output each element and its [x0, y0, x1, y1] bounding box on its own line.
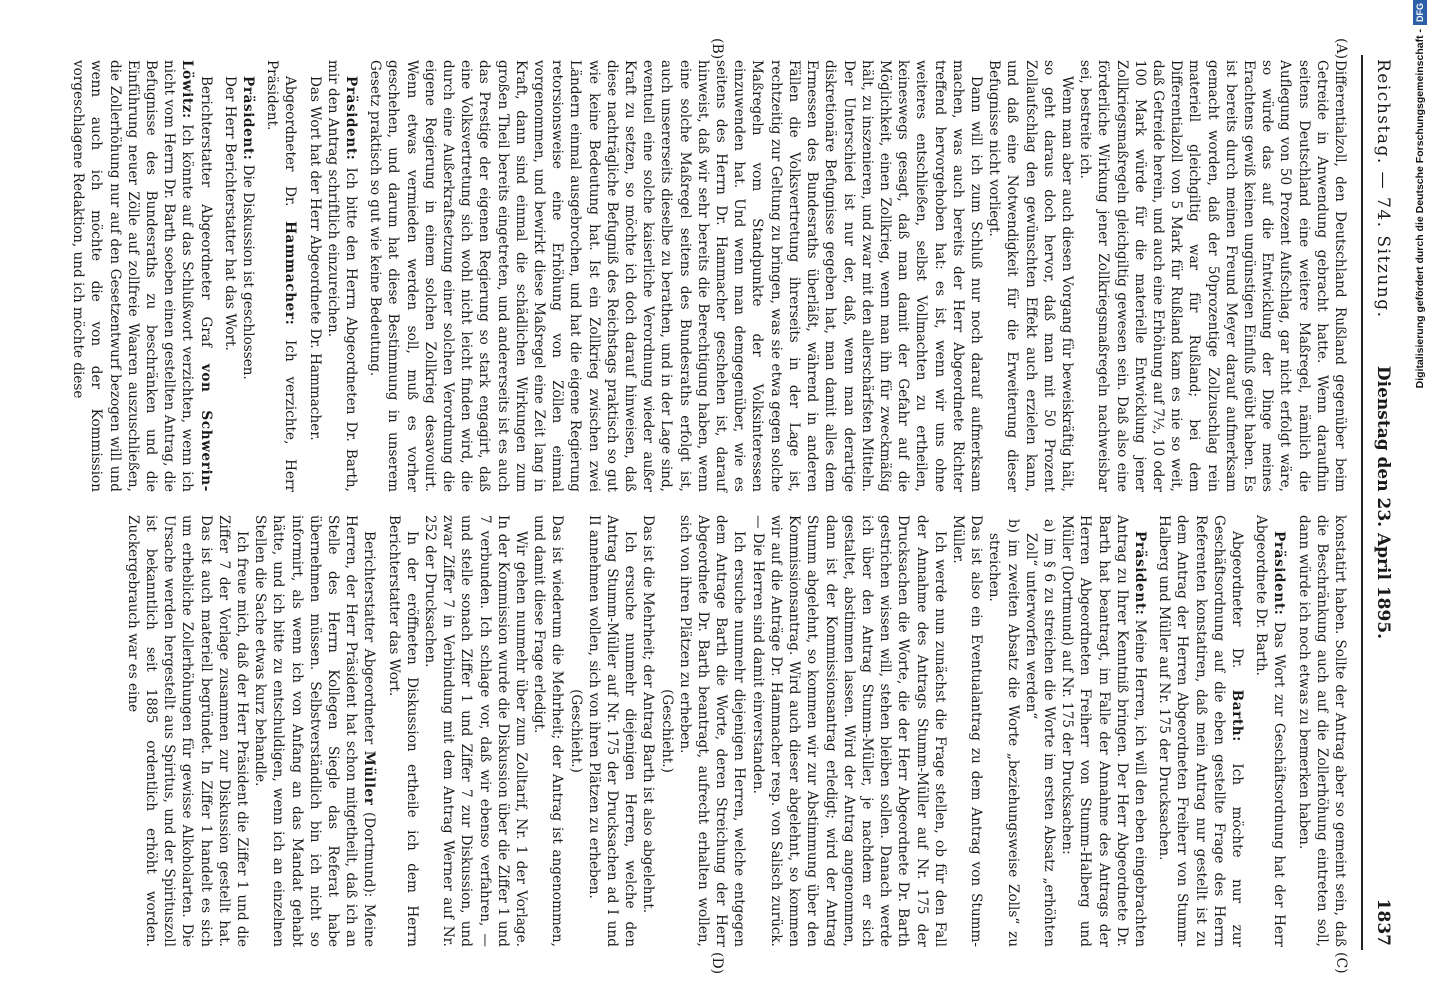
- left-text-column: [69, 60, 1349, 492]
- paragraph: Das ist also ein Eventualantrag zu dem Antrag von Stumm-Müller.: [949, 515, 985, 947]
- credit-text: Digitalisierung gefördert durch die Deutsche Forschungsgemeinschaft -: [1414, 29, 1426, 389]
- digitization-credit: [1408, 0, 1432, 1000]
- speaker-title: Abgeordneter Dr.: [282, 76, 299, 222]
- paragraph: Differentialzoll, den Deutschland Rußland gegenüber beim Getreide in Anwendung gebracht hatte. Wenn daraufhin seitens Deutschland eine weitere Maßregel, nämlich die Auflegung von 50 Prozent Aufschlag, gar nicht erfolgt wäre, so würde das auf die Entwicklung der Dinge meines Erachtens gewiß keinen ungünstigen Einfluß geübt haben. Es ist bereits durch meinen Freund Meyer darauf aufmerksam gemacht worden, daß der 50prozentige Zollzuschlag rein materiell gleichgiltig war für Rußland; bei dem Differentialzoll von 5 Mark für Rußland kam es nie so weit, daß Getreide herein, und auch eine Erhöhung auf 7½, 10 oder 100 Mark würde für die materielle Entwicklung jener Zollkriegsmaßregeln gleichgiltig gewesen sein. Daß also eine förderliche Wirkung jener Zollkriegsmaßregeln nachweisbar sei, bestreite ich.: [1077, 60, 1348, 492]
- paragraph: [1058, 515, 1149, 947]
- margin-marker-d: (D): [709, 952, 725, 975]
- paragraph: Dann will ich zum Schluß nur noch darauf aufmerksam machen, was auch bereits der Herr Abgeordnete Richter treffend hervorgehoben hat: es ist, wenn wir uns ohne weiteres entschließen, selbst Vollmachten zu ertheilen, keineswegs gesagt, daß man damit der Gefahr auf die Möglichkeit, einen Zollkrieg, wenn man ihn für zweckmäßig hält, zu inszenieren, und zwar mit den allerschärfsten Mitteln. Der Unterschied ist nur der, daß, wenn man derartige diskretionäre Befugnisse gegeben hat, man damit alles dem Ermessen des Bundesraths überläßt, während in anderen Fällen die Volksvertretung ihrerseits in der Lage ist, rechtzeitig zur Geltung zu bringen, was sie etwa gegen solche Maßregeln vom Standpunkte der Volksinteressen einzuwenden hat. Und wenn man demgegenüber, wie es seitens des Herrn Dr. Hammacher geschehen ist, darauf hinweist, daß wir sehr bereits die Berechtigung haben, wenn eine solche Maßregel seitens des Bundesraths erfolgt ist, auch unsererseits dieselbe zu berathen, und in der Lage sind, eventuell eine solche kaiserliche Verordnung wieder außer Kraft zu setzen, so möchte ich doch darauf hinweisen, daß diese nachträgliche Befugniß des Reichstags praktisch so gut wie keine Bedeutung hat. Ist ein Zollkrieg zwischen zwei Ländern einmal ausgebrochen, und hat die eigene Regierung retorsionsweise eine Erhöhung von Zöllen einmal vorgenommen, und bewirkt diese Maßregel eine Zeit lang in Kraft, dann sind einmal die schädlichen Wirkungen zum großen Theil bereits eingetreten, und andererseits ist es auch das Prestige der eigenen Regierung so stark engagirt, daß eine Volksvertretung sich wohl nicht leicht finden wird, die durch eine Außerkraftsetzung einer solchen Verordnung die eigene Regierung in einem solchen Zollkrieg desavouirt. Wenn etwas vermieden werden soll, muß es vorher geschehen, und darum hat diese Bestimmung in unserem Gesetz praktisch so gut wie keine Bedeutung.: [367, 60, 984, 492]
- paragraph: [1252, 515, 1288, 947]
- paragraph: Das ist die Mehrheit; der Antrag Barth ist also abgelehnt.: [640, 515, 657, 914]
- paragraph: konstatirt haben. Sollte der Antrag aber so gemeint sein, daß die Beschränkung auch auf die Zollerhöhung eintreten soll, dann würde ich noch etwas zu bemerken haben.: [1295, 515, 1348, 947]
- speaker-name: von Schwerin-Löwitz:: [179, 60, 214, 492]
- speech-text: Die Diskussion ist geschlossen.: [240, 160, 257, 380]
- paragraph: Das ist wiederum die Mehrheit; der Antrag ist angenommen, und damit diese Frage erledigt.: [531, 515, 566, 947]
- running-head-date: Dienstag den 23. April 1895.: [1373, 365, 1393, 640]
- paragraph: Das Wort hat der Herr Abgeordnete Dr. Hammacher.: [306, 76, 323, 441]
- speaker-title: Berichterstatter Abgeordneter Graf: [197, 76, 214, 364]
- speaker-name: Präsident:: [343, 76, 360, 161]
- speaker-name: Müller: [361, 750, 378, 806]
- paragraph: [324, 60, 360, 492]
- speaker-name: Hammacher:: [282, 221, 299, 326]
- speech-text: Ich verzichte, Herr Präsident.: [264, 60, 299, 492]
- dfg-logo: DFG: [1413, 0, 1427, 25]
- margin-marker-b: (B): [709, 38, 725, 60]
- speech-text: Ich möchte nur zur Geschäftsordnung auf die eben gestellte Frage des Herrn Referenten konstatiren, daß mein Antrag nur gestellt ist zu dem Antrag der Herren Abgeordneten Freiherr von Stumm-Halberg und Müller auf Nr. 175 der Drucksachen.: [1156, 515, 1245, 947]
- credit-text-line: [1408, 0, 1432, 1000]
- paragraph: Ich ersuche nunmehr diejenigen Herren, welche den Antrag Stumm-Müller auf Nr. 175 der Drucksachen ad I und II annehmen wollen, sich von ihren Plätzen zu erheben.: [585, 515, 639, 947]
- stage-direction: (Geschieht.): [567, 689, 584, 773]
- running-head-session: Reichstag. — 74. Sitzung.: [1373, 59, 1393, 319]
- speaker-name: Präsident:: [1271, 531, 1288, 616]
- paragraph: Der Herr Berichterstatter hat das Wort.: [221, 76, 238, 351]
- paragraph: Ich freue mich, daß der Herr Präsident die Ziffer 1 und die Ziffer 7 der Vorlage zusammen zur Diskussion gestellt hat. Das ist auch materiell begründet. In Ziffer 1 handelt es sich um erhebliche Zollerhöhungen für gewisse Alkoholarten. Die Ursache werden hergestellt aus Spiritus, und der Spirituszoll ist bekanntlich seit 1885 ordentlich erhöht worden. Zuckergebrauch war es eine: [124, 515, 251, 947]
- paragraph: [1155, 515, 1246, 947]
- speaker-name: Barth:: [1228, 689, 1245, 742]
- list-item: a) im § 6 zu streichen die Worte im ersten Absatz „erhöhten Zoll“ unterworfen werden“: [1022, 519, 1057, 947]
- paragraph: [251, 515, 378, 947]
- margin-marker-a: (A): [1333, 38, 1349, 60]
- paragraph: [263, 60, 299, 492]
- speaker-title: Berichterstatter Abgeordneter: [361, 531, 378, 751]
- speech-text: Ich bitte den Herrn Abgeordneten Dr. Barth, mir den Antrag schriftlich einzureichen.: [324, 60, 360, 492]
- speech-text: (Dortmund): Meine Herren, der Herr Präsident hat schon mitgetheilt, daß ich an Stelle des Herrn Kollegen Siegle das Referat habe übernehmen müssen. Selbstverständlich bin ich nicht so informirt, als wenn ich von Anfang an das Mandat gehabt hätte, und ich bitte zu entschuldigen, wenn ich an einzelnen Stellen die Sache etwas kurz behandle.: [252, 515, 378, 947]
- paragraph: Ich ersuche nunmehr diejenigen Herren, welche entgegen dem Antrage Barth die Worte, deren Streichung der Herr Abgeordnete Dr. Barth beantragt, aufrecht erhalten wollen, sich von ihren Plätzen zu erheben.: [676, 515, 748, 947]
- list-item: b) im zweiten Absatz die Worte „beziehungsweise Zolls“ zu streichen.: [986, 519, 1021, 947]
- running-head: [1361, 55, 1403, 950]
- paragraph: [69, 60, 215, 492]
- paragraph: [239, 60, 257, 492]
- paragraph: In der eröffneten Diskussion ertheile ich dem Herrn Berichterstatter das Wort.: [385, 515, 420, 947]
- margin-marker-c: (C): [1333, 952, 1349, 974]
- paragraph: Ich werde nun zunächst die Frage stellen, ob für den Fall der Annahme des Antrags Stumm-Müller auf Nr. 175 der Drucksachen die Worte, die der Herr Abgeordnete Dr. Barth gestrichen wissen will, stehen bleiben sollen. Danach werde ich über den Antrag Stumm-Müller, je nachdem er sich gestaltet, abstimmen lassen. Wird der Antrag angenommen, dann ist der Kommissionsantrag erledigt; wird der Antrag Stumm abgelehnt, so kommen wir zur Abstimmung über den Kommissionsantrag. Wird auch dieser abgelehnt, so kommen wir auf die Anträge Dr. Hammacher resp. von Salisch zurück. — Die Herren sind damit einverstanden.: [749, 515, 948, 947]
- speech-text: Das Wort zur Geschäftsordnung hat der Herr Abgeordnete Dr. Barth.: [1253, 515, 1288, 947]
- speaker-name: Präsident:: [240, 76, 257, 161]
- speech-text: Meine Herren, ich will den eben eingebrachten Antrag zu Ihrer Kenntniß bringen. Der Herr Abgeordnete Dr. Barth hat beantragt, im Falle der Annahme des Antrags der Herren Abgeordneten Freiherr von Stumm-Halberg und Müller (Dortmund) auf Nr. 175 der Drucksachen:: [1059, 515, 1148, 947]
- paragraph: Wir gehen nunmehr über zum Zolltarif, Nr. 1 der Vorlage. In der Kommission wurde die Diskussion über die Ziffer 1 und 7 verbunden. Ich schlage vor, daß wir ebenso verfahren, — und stelle sonach Ziffer 1 und Ziffer 7 zur Diskussion, und zwar Ziffer 7 in Verbindung mit dem Antrag Werner auf Nr. 252 der Drucksachen.: [422, 515, 530, 947]
- page-number: 1837: [1373, 898, 1393, 946]
- stage-direction: (Geschieht.): [658, 689, 675, 773]
- right-text-column: [124, 515, 1349, 947]
- speaker-name: Präsident:: [1131, 531, 1148, 616]
- speaker-title: Abgeordneter Dr.: [1228, 531, 1245, 690]
- speech-text: Ich könnte auf das Schlußwort verzichten, wenn ich nicht vom Herrn Dr. Barth soeben einen gestellten Antrag, die Befugnisse des Bundesraths zu beschränken und die Einführung neuer Zölle auf zollfreie Waaren auszuschließen, die Zollerhöhung nur auf den Gesetzentwurf bezogen will und wenn auch ich möchte die von der Kommission vorgeschlagene Redaktion, und ich möchte diese: [70, 60, 196, 492]
- paragraph: Wenn man aber auch diesen Vorgang für beweiskräftig hält, so geht daraus doch hervor, daß man mit 50 Prozent Zollaufschlag den gewünschten Effekt auch erzielen kann, und daß eine Notwendigkeit für die Erweiterung dieser Befugnisse nicht vorliegt.: [986, 60, 1075, 492]
